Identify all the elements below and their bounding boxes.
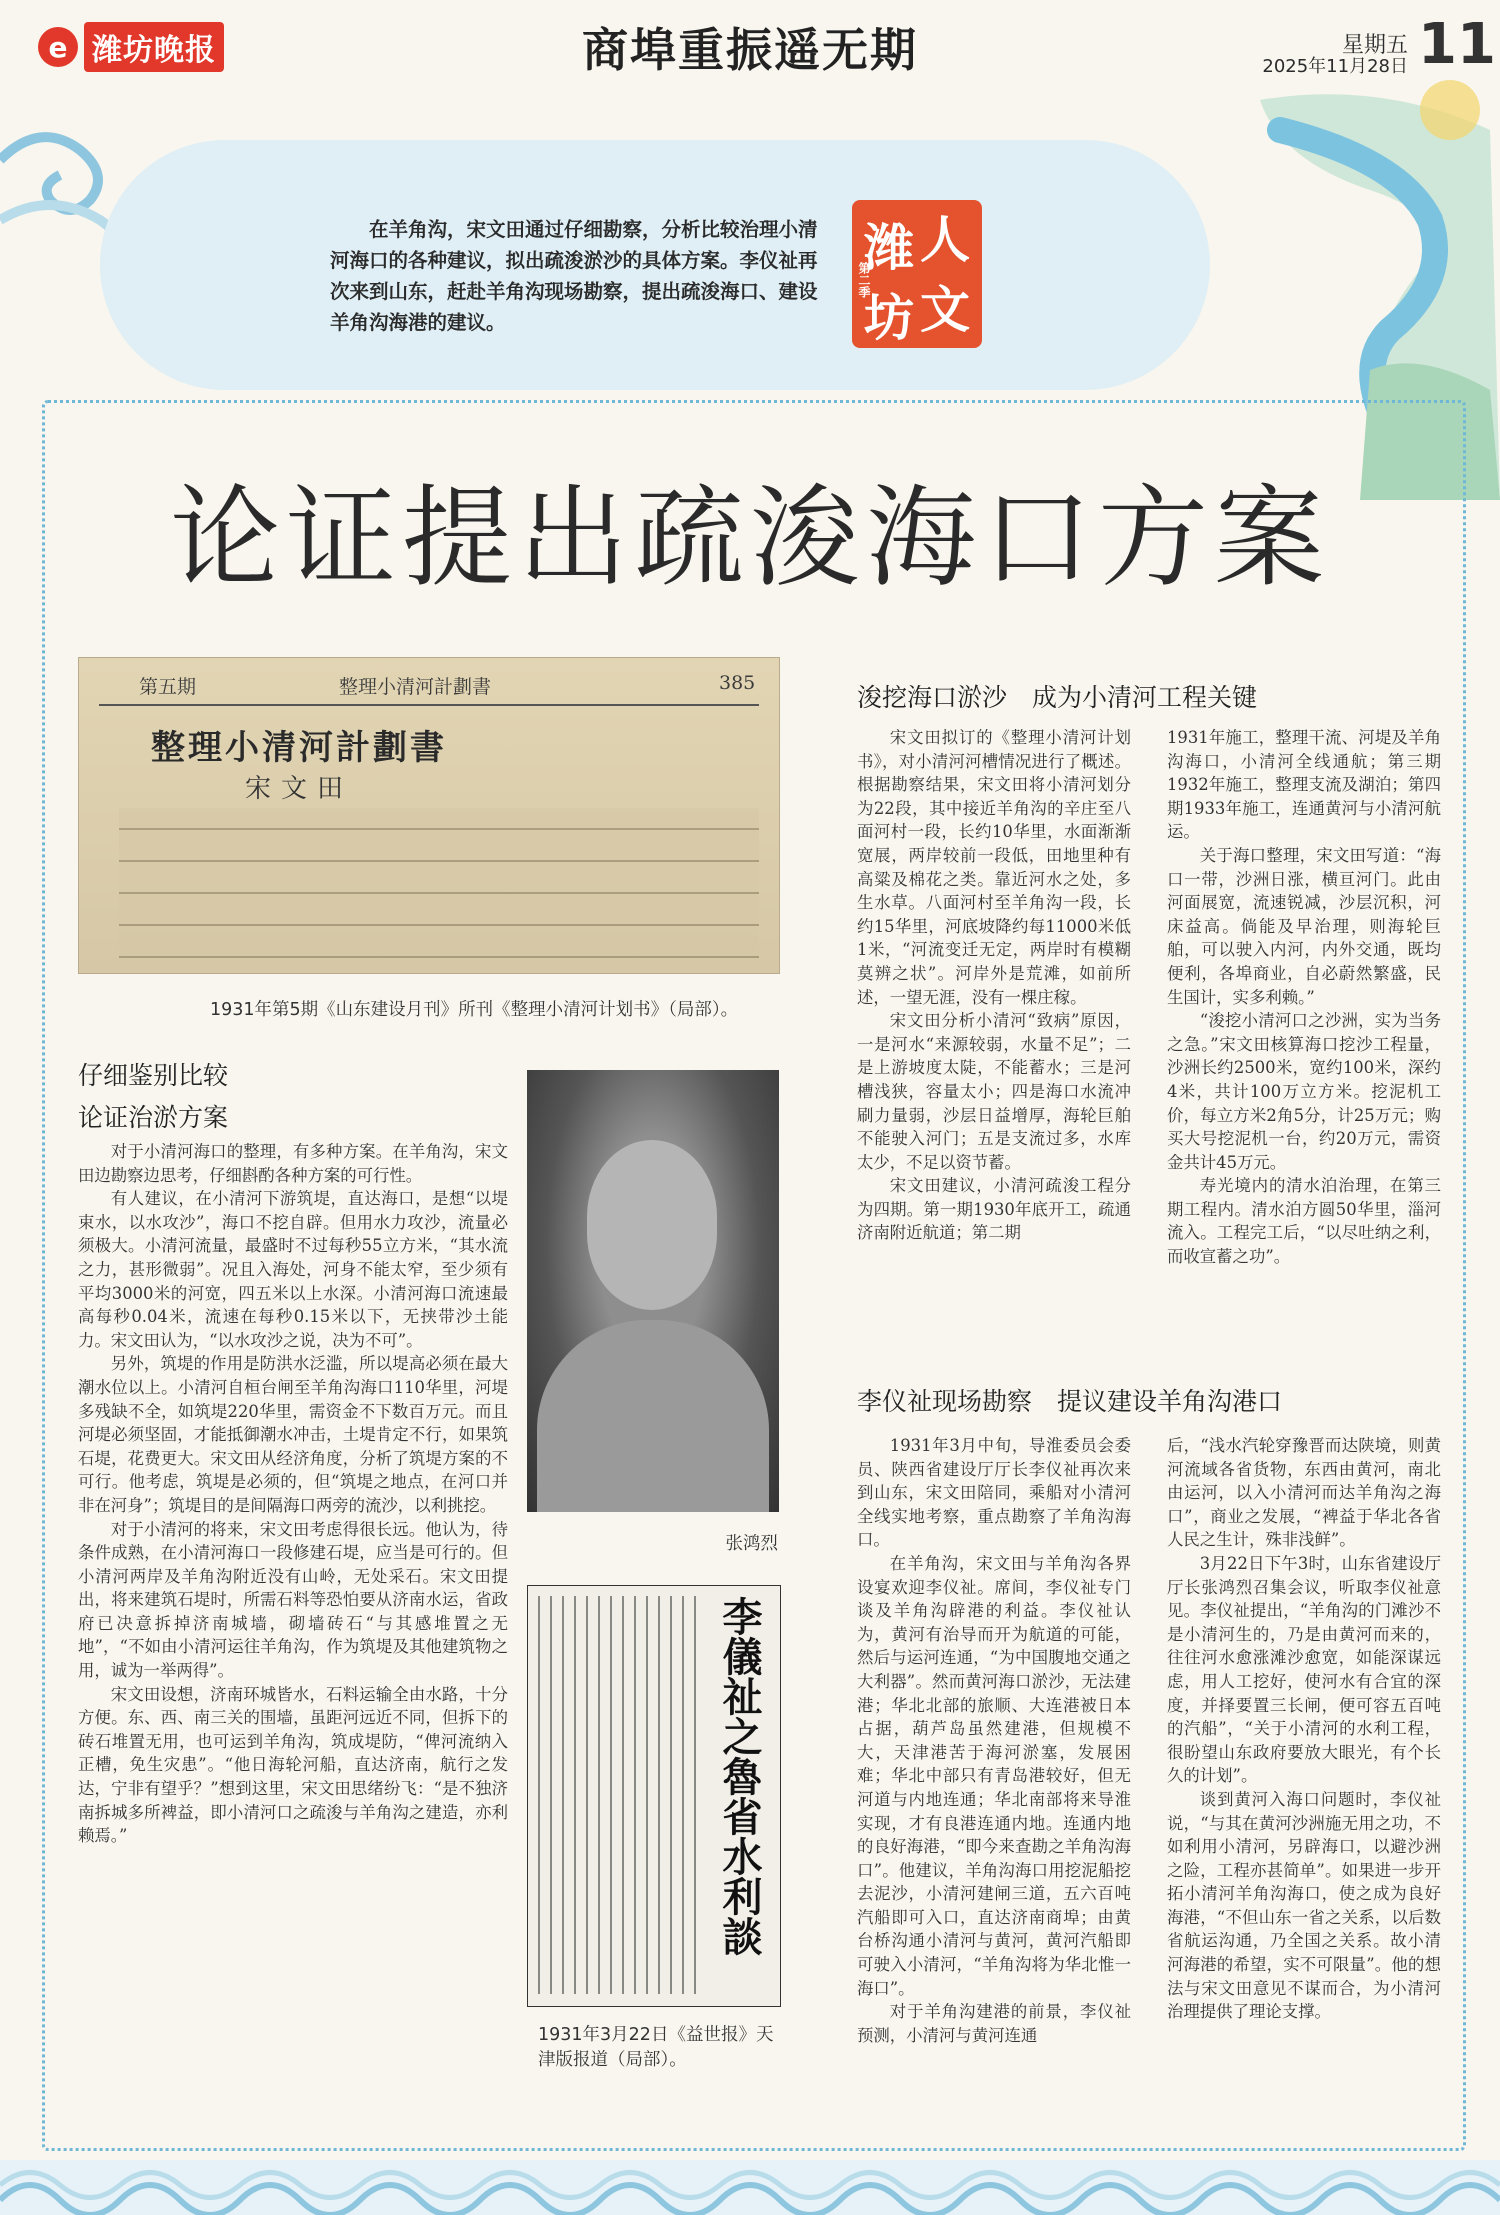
right-article-2-column-2 [1167,1434,1441,2024]
right-article-1-heading: 浚挖海口淤沙 成为小清河工程关键 [857,683,1258,712]
paragraph: 关于海口整理，宋文田写道：“海口一带，沙洲日涨，横亘河门。此由河面展宽，流速锐减，沙层沉积，河床益高。倘能及早治理，则海轮巨舶，可以驶入内河，内外交通，既均便利，各埠商业，自必蔚然繁盛，民生国计，实多利赖。” [1167,845,1441,1007]
brand-char-4: 文 [920,280,970,339]
newspaper-name: 潍坊晚报 [84,22,224,72]
document-caption: 1931年第5期《山东建设月刊》所刊《整理小清河计划书》（局部）。 [210,1000,739,1020]
paragraph: 谈到黄河入海口问题时，李仪祉说，“与其在黄河沙洲施无用之功，不如利用小清河，另辟海口，以避沙洲之险，工程亦甚简单”。如果进一步开拓小清河羊角沟海口，使之成为良好海港，“不但山东一省之关系，以后数省航运沟通，乃全国之关系。故小清河海港的希望，实不可限量”。他的想法与宋文田意见不谋而合，为小清河治理提供了理论支撑。 [1167,1789,1441,2022]
portrait-caption: 张鸿烈 [725,1534,778,1554]
clipping-headline: 李儀祉之魯省水利談 [716,1596,763,1956]
paragraph: 对于小清河的将来，宋文田考虑得很长远。他认为，待条件成熟，在小清河海口一段修建石堤，应当是可行的。但小清河两岸及羊角沟附近没有山岭，无处采石。宋文田提出，将来建筑石堤时，所需石料等恐怕要从济南水运，省政府已决意拆掉济南城墙，砌墙砖石“与其感堆置之无地”，“不如由小清河运往羊角沟，作为筑堤及其他建筑物之用，诚为一举两得”。 [78,1519,508,1681]
right-article-2-heading: 李仪祉现场勘察 提议建设羊角沟港口 [857,1387,1283,1416]
paragraph: 宋文田设想，济南环城皆水，石料运输全由水路，十分方便。东、西、南三关的围墙，虽距河远近不同，但拆下的砖石堆置无用，也可运到羊角沟，筑成堤防，“俾河流纳入正槽，免生灾患”。“他日海轮河船，直达济南，航行之发达，宁非有望乎？”想到这里，宋文田思绪纷飞：“是不独济南拆城多所裨益，即小清河口之疏浚与羊角沟之建造，亦利赖焉。” [78,1684,508,1846]
paragraph: 对于小清河海口的整理，有多种方案。在羊角沟，宋文田边勘察边思考，仔细斟酌各种方案的可行性。 [78,1142,508,1185]
doc-title: 整理小清河計劃書 [151,728,447,768]
paragraph: 对于羊角沟建港的前景，李仪祉预测，小清河与黄河连通 [857,2002,1131,2045]
portrait-photo [527,1070,779,1512]
masthead-logo [38,24,248,70]
logo-icon: e [38,27,78,67]
paragraph: 宋文田建议，小清河疏浚工程分为四期。第一期1930年底开工，疏通济南附近航道；第二期 [857,1176,1131,1243]
doc-page: 385 [719,672,756,694]
right-article-1-column-2 [1167,726,1441,1269]
left-article-body [78,1140,508,1848]
paragraph: 1931年施工，整理干流、河堤及羊角沟海口，小清河全线通航；第三期1932年施工，整理支流及湖泊；第四期1933年施工，连通黄河与小清河航运。 [1167,728,1441,842]
paragraph: 宋文田分析小清河“致病”原因，一是河水“来源较弱，水量不足”；二是上游坡度太陡，不能蓄水；三是河槽浅狭，容量太小；四是海口水流冲刷力量弱，沙层日益增厚，海轮巨舶不能驶入河门；五是支流过多，水库太少，不足以资节蓄。 [857,1011,1131,1172]
document-photo [78,657,780,974]
brand-char-2: 人 [920,210,970,269]
column-brand-seal [852,200,982,348]
brand-char-1: 潍 [864,218,914,277]
left-article-heading-1: 仔细鉴别比较 [78,1061,229,1090]
right-article-1-column-1 [857,726,1131,1245]
section-title: 商埠重振遥无期 [582,23,918,77]
paragraph: “浚挖小清河口之沙洲，实为当务之急。”宋文田核算海口挖沙工程量，沙洲长约2500米，宽约100米，深约4米，共计100万立方米。挖泥机工价，每立方米2角5分，计25万元；购买大号挖泥机一台，约20万元，需资金共计45万元。 [1167,1011,1441,1172]
footer-wave-decoration [0,2160,1500,2215]
brand-char-3: 坊 [864,288,914,347]
paragraph: 1931年3月中旬，导淮委员会委员、陕西省建设厅厅长李仪祉再次来到山东，宋文田陪同，乘船对小清河全线实地考察，重点勘察了羊角沟海口。 [857,1436,1131,1550]
paragraph: 在羊角沟，宋文田与羊角沟各界设宴欢迎李仪祉。席间，李仪祉专门谈及羊角沟辟港的利益。李仪祉认为，黄河有治导而开为航道的可能，然后与运河连通，“为中国腹地交通之大利器”。然而黄河海口淤沙，无法建港；华北北部的旅顺、大连港被日本占据，葫芦岛虽然建港，但规模不大，天津港苦于海河淤塞，发展困难；华北中部只有青岛港较好，但无河道与内地连通；华北南部将来导淮实现，才有良港连通内地。连通内地的良好海港，“即今来查勘之羊角沟海口”。他建议，羊角沟海口用挖泥船挖去泥沙，小清河建闸三道，五六百吨汽船即可入口，直达济南商埠；由黄台桥沟通小清河与黄河，黄河汽船即可驶入小清河，“羊角沟将为华北惟一海口”。 [857,1553,1131,1998]
paragraph: 有人建议，在小清河下游筑堤，直达海口，是想“以堤束水，以水攻沙”，海口不挖自辟。但用水力攻沙，流量必须极大。小清河流量，最盛时不过每秒55立方米，“其水流之力，甚形微弱”。况且入海处，河身不能太窄，至少须有平均3000米的河宽，四五米以上水深。小清河海口流速最高每秒0.04米，流速在每秒0.15米以下，无挟带沙土能力。宋文田认为，“以水攻沙之说，决为不可”。 [78,1189,508,1350]
paragraph: 后，“浅水汽轮穿豫晋而达陕境，则黄河流域各省货物，东西由黄河，南北由运河，以入小清河而达羊角沟之海口”，商业之发展，“裨益于华北各省人民之生计，殊非浅鲜”。 [1167,1436,1441,1550]
newspaper-clipping [527,1585,781,2007]
issue-date: 2025年11月28日 [1262,56,1408,77]
weekday: 星期五 [1341,33,1408,58]
brand-season: 第二季 [857,262,871,298]
main-headline: 论证提出疏浚海口方案 [170,474,1330,602]
paragraph: 宋文田拟订的《整理小清河计划书》，对小清河河槽情况进行了概述。根据勘察结果，宋文田将小清河划分为22段，其中接近羊角沟的辛庄至八面河村一段，长约10华里，水面渐渐宽展，两岸较前一段低，田地里种有高粱及棉花之类。靠近河水之处，多生水草。八面河村至羊角沟一段，长约15华里，河底坡降约每11000米低1米，“河流变迁无定，两岸时有模糊莫辨之状”。河岸外是荒滩，如前所述，一望无涯，没有一棵庄稼。 [857,728,1131,1007]
doc-running-head: 整理小清河計劃書 [339,676,492,698]
doc-author: 宋文田 [244,774,353,804]
left-article-heading-2: 论证治淤方案 [78,1103,229,1132]
paragraph: 3月22日下午3时，山东省建设厅厅长张鸿烈召集会议，听取李仪祉意见。李仪祉提出，“羊角沟的门滩沙不是小清河生的，乃是由黄河而来的，往往河水愈涨滩沙愈宽，如能深谋远虑，用人工挖好，使河水有合宜的深度，并择要置三长闸，便可容五百吨的汽船”，“关于小清河的水利工程，很盼望山东政府要放大眼光，有个长久的计划”。 [1167,1553,1441,1786]
page-number: 11 [1418,12,1496,77]
summary-text: 在羊角沟，宋文田通过仔细勘察，分析比较治理小清河海口的各种建议，拟出疏浚淤沙的具体方案。李仪祉再次来到山东，赶赴羊角沟现场勘察，提出疏浚海口、建设羊角沟海港的建议。 [330,218,818,334]
paragraph: 另外，筑堤的作用是防洪水泛滥，所以堤高必须在最大潮水位以上。小清河自桓台闸至羊角沟海口110华里，河堤多残缺不全，如筑堤220华里，需资金不下数百万元。而且河堤必须坚固，才能抵御潮水冲击，土堤肯定不行，如果筑石堤，花费更大。宋文田从经济角度，分析了筑堤方案的不可行。他考虑，筑堤是必须的，但“筑堤之地点，在河口并非在河身”；筑堤目的是间隔海口两旁的流沙，以利挑挖。 [78,1354,508,1515]
doc-issue: 第五期 [139,676,197,698]
paragraph: 寿光境内的清水泊治理，在第三期工程内。清水泊方圆50华里，淄河流入。工程完工后，“以尽吐纳之利，而收宣蓄之功”。 [1167,1176,1441,1267]
right-article-2-column-1 [857,1434,1131,2047]
clipping-caption: 1931年3月22日《益世报》天津版报道（局部）。 [538,2025,774,2070]
